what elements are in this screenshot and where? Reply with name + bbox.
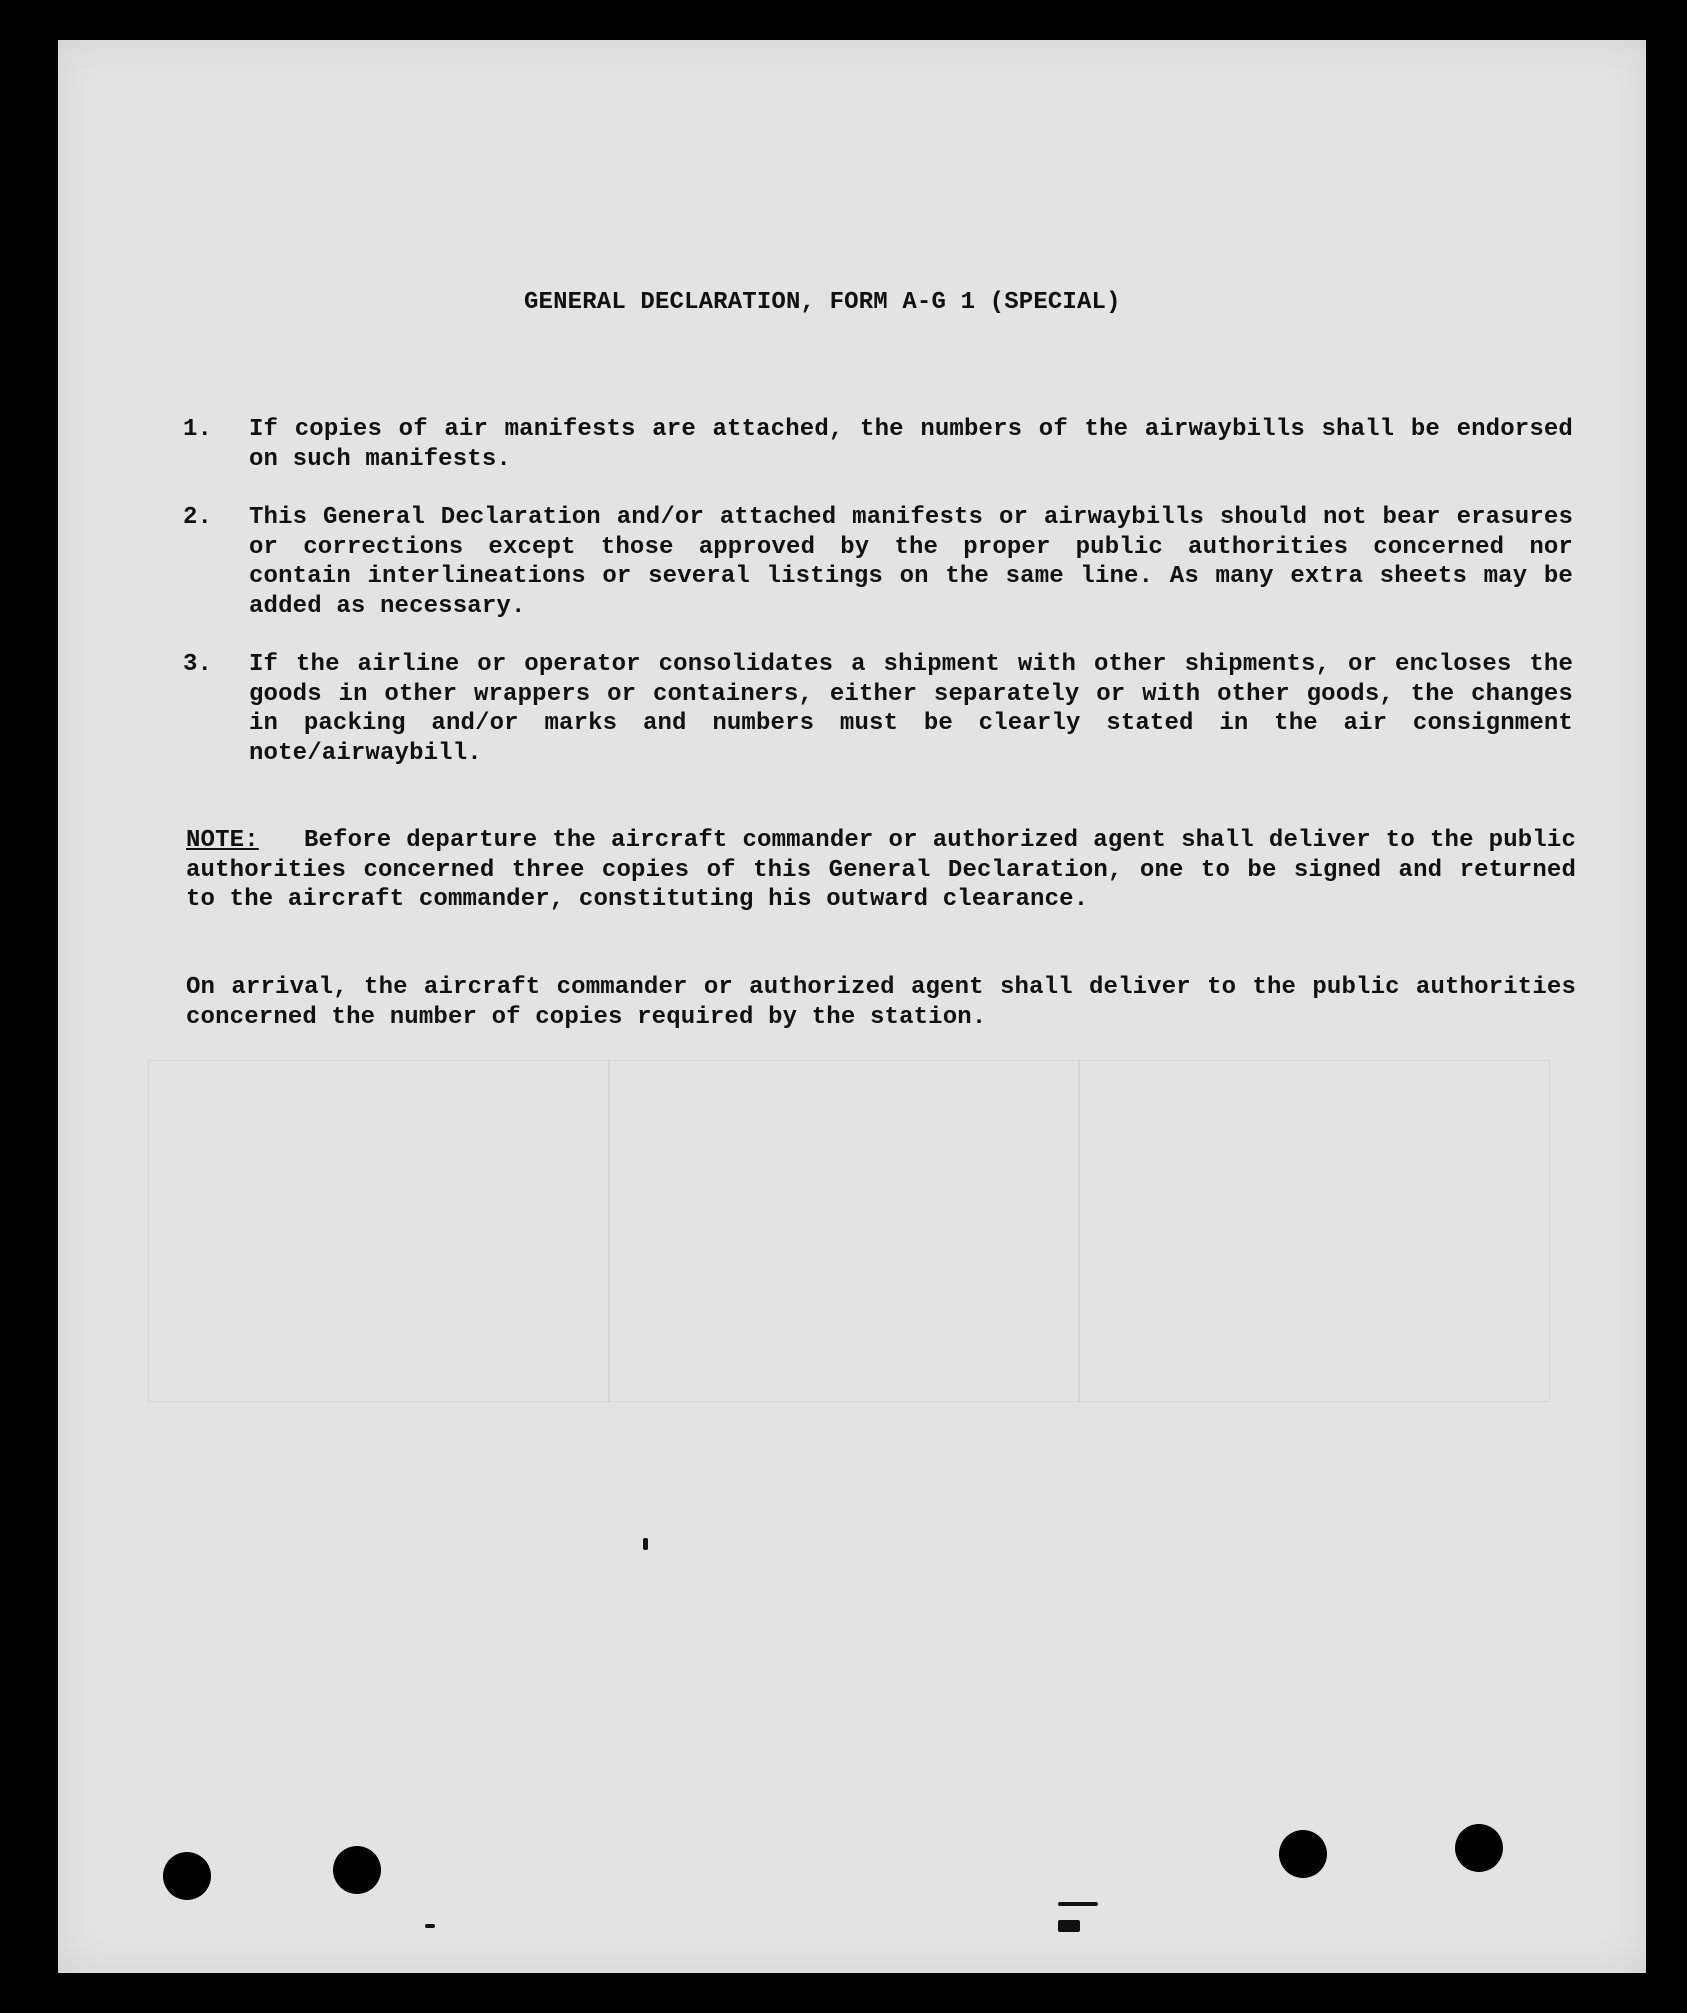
item-number: 1. (183, 416, 213, 443)
paper-sheet (58, 40, 1646, 1973)
item-text: If the airline or operator consolidates a shipment with other shipments, or encloses the goods in other wrappers or containers, either separately or with other goods, the changes in packing and/or marks and numbers must be clearly stated in the air consignment note/airwaybill. (249, 651, 1573, 767)
note-text: Before departure the aircraft commander or authorized agent shall deliver to the public authorities concerned three copies of this General Declaration, one to be signed and returned to the aircraft commander, constituting his outward clearance. (186, 827, 1576, 913)
punch-hole (163, 1852, 211, 1900)
punch-hole (1279, 1830, 1327, 1878)
list-item (183, 415, 1573, 474)
page-title: GENERAL DECLARATION, FORM A-G 1 (SPECIAL) (524, 289, 1121, 316)
item-text: If copies of air manifests are attached, the numbers of the airwaybills shall be endorsed on such manifests. (249, 416, 1573, 473)
note-paragraph (186, 826, 1576, 915)
scan-speck (1058, 1920, 1080, 1932)
arrival-paragraph: On arrival, the aircraft commander or authorized agent shall deliver to the public authorities concerned the number of copies required by the station. (186, 974, 1576, 1031)
list-item (183, 503, 1573, 621)
list-item (183, 650, 1573, 768)
item-number: 3. (183, 651, 213, 678)
note-label: NOTE: (186, 827, 259, 854)
item-text: This General Declaration and/or attached manifests or airwaybills should not bear erasures or corrections except those approved by the proper public authorities concerned nor contain interlineations or several listings on the same line. As many extra sheets may be added as necessary. (249, 504, 1573, 620)
punch-hole (1455, 1824, 1503, 1872)
scan-speck (425, 1924, 435, 1928)
item-number: 2. (183, 504, 213, 531)
scan-speck (1058, 1902, 1098, 1906)
bleed-through-grid (148, 1060, 1550, 1402)
bleed-through-divider (1078, 1060, 1080, 1402)
scan-speck (643, 1538, 648, 1550)
punch-hole (333, 1846, 381, 1894)
instruction-list (183, 415, 1573, 797)
bleed-through-divider (608, 1060, 610, 1402)
